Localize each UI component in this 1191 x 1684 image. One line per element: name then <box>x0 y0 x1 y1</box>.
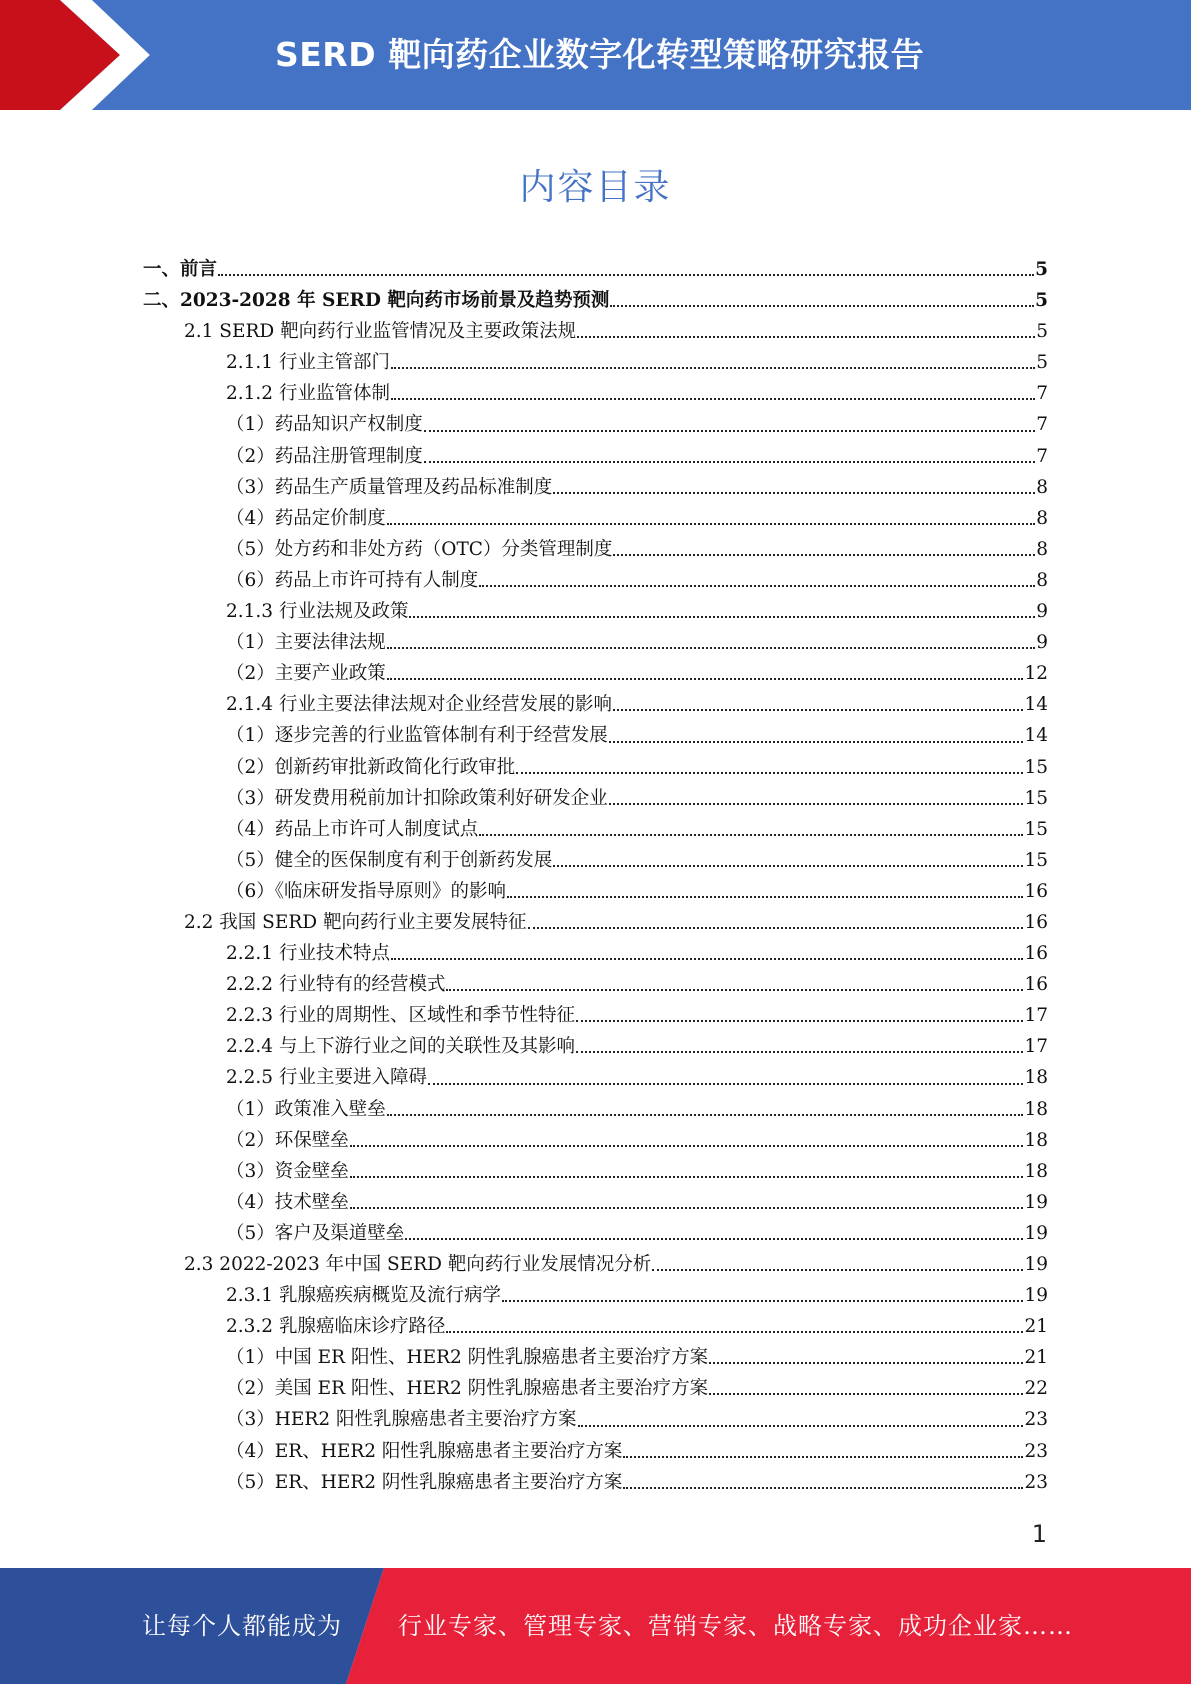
toc-entry-page: 14 <box>1024 725 1048 747</box>
toc-entry[interactable] <box>0 1467 1191 1498</box>
toc-entry-label: 2.1.1 行业主管部门 <box>226 352 390 374</box>
toc-entry-page: 9 <box>1036 601 1048 623</box>
report-title: SERD 靶向药企业数字化转型策略研究报告 <box>275 35 925 74</box>
toc-entry[interactable] <box>0 254 1191 285</box>
toc-entry-label: 二、2023-2028 年 SERD 靶向药市场前景及趋势预测 <box>143 290 610 312</box>
toc-heading: 内容目录 <box>519 167 672 208</box>
toc-entry-page: 18 <box>1024 1098 1048 1120</box>
toc-entry-label: 2.1 SERD 靶向药行业监管情况及主要政策法规 <box>184 321 577 343</box>
toc-entry-page: 5 <box>1035 259 1048 280</box>
toc-entry-page: 19 <box>1024 1254 1048 1275</box>
toc-entry[interactable] <box>0 409 1191 440</box>
page-number: 1 <box>1031 1520 1047 1548</box>
toc-entry[interactable] <box>0 1249 1191 1280</box>
toc-entry-page: 18 <box>1024 1067 1048 1089</box>
toc-entry-label: 2.2.5 行业主要进入障碍 <box>226 1067 427 1089</box>
toc-entry[interactable] <box>0 1404 1191 1435</box>
toc-entry-label: （4）ER、HER2 阳性乳腺癌患者主要治疗方案 <box>226 1440 623 1462</box>
toc-entry-page: 16 <box>1024 911 1048 933</box>
toc-entry[interactable] <box>0 441 1191 472</box>
toc-entry-label: 2.2.2 行业特有的经营模式 <box>226 974 446 996</box>
toc-entry[interactable] <box>0 503 1191 534</box>
toc-entry-label: （3）HER2 阳性乳腺癌患者主要治疗方案 <box>226 1409 577 1431</box>
toc-entry[interactable] <box>0 1373 1191 1404</box>
toc-dot-leader <box>218 274 1034 276</box>
toc-entry-page: 17 <box>1024 1005 1048 1027</box>
toc-entry[interactable] <box>0 1125 1191 1156</box>
toc-entry-page: 5 <box>1035 290 1048 312</box>
toc-entry-page: 8 <box>1036 569 1048 591</box>
toc-dot-leader <box>613 554 1035 556</box>
toc-dot-leader <box>709 1393 1023 1395</box>
toc-entry-page: 9 <box>1036 632 1048 654</box>
toc-entry[interactable] <box>0 1062 1191 1093</box>
toc-entry-page: 15 <box>1024 787 1048 809</box>
toc-entry-page: 5 <box>1036 352 1048 374</box>
toc-entry[interactable] <box>0 472 1191 503</box>
toc-entry-label: 一、前言 <box>143 259 218 280</box>
toc-entry-label: （1）药品知识产权制度 <box>226 414 423 436</box>
toc-entry-label: （3）研发费用税前加计扣除政策利好研发企业 <box>226 787 608 809</box>
toc-entry[interactable] <box>0 596 1191 627</box>
toc-entry[interactable] <box>0 1342 1191 1373</box>
toc-entry-label: （2）药品注册管理制度 <box>226 445 423 467</box>
table-of-contents <box>0 254 1191 1498</box>
toc-dot-leader <box>387 523 1035 525</box>
toc-entry[interactable] <box>0 1031 1191 1062</box>
toc-entry-page: 19 <box>1024 1285 1048 1307</box>
toc-entry[interactable] <box>0 285 1191 316</box>
toc-dot-leader <box>387 647 1035 649</box>
toc-entry[interactable] <box>0 783 1191 814</box>
toc-entry[interactable] <box>0 752 1191 783</box>
toc-entry-label: （6）《临床研发指导原则》的影响 <box>226 880 507 902</box>
toc-entry-page: 8 <box>1036 476 1048 498</box>
toc-entry-page: 23 <box>1024 1409 1048 1431</box>
toc-entry-page: 16 <box>1024 880 1048 902</box>
report-header-band <box>0 0 1191 110</box>
toc-entry[interactable] <box>0 378 1191 409</box>
toc-entry[interactable] <box>0 845 1191 876</box>
toc-dot-leader <box>609 803 1024 805</box>
toc-entry-page: 7 <box>1036 445 1048 467</box>
toc-entry-label: （5）ER、HER2 阴性乳腺癌患者主要治疗方案 <box>226 1471 623 1493</box>
toc-dot-leader <box>576 1020 1023 1022</box>
toc-dot-leader <box>424 461 1035 463</box>
footer-band <box>0 1568 1191 1684</box>
toc-dot-leader <box>553 492 1035 494</box>
toc-entry-label: （2）环保壁垒 <box>226 1129 349 1151</box>
toc-entry[interactable] <box>0 969 1191 1000</box>
footer-slogan-right: 行业专家、管理专家、营销专家、战略专家、成功企业家…… <box>398 1612 1073 1640</box>
toc-entry-label: （5）健全的医保制度有利于创新药发展 <box>226 849 553 871</box>
toc-dot-leader <box>409 616 1035 618</box>
toc-dot-leader <box>387 678 1024 680</box>
toc-entry[interactable] <box>0 565 1191 596</box>
toc-dot-leader <box>446 1331 1023 1333</box>
toc-dot-leader <box>623 1456 1023 1458</box>
toc-entry-label: （4）药品上市许可人制度试点 <box>226 818 479 840</box>
toc-dot-leader <box>387 1114 1024 1116</box>
toc-entry[interactable] <box>0 1187 1191 1218</box>
toc-entry-label: （2）创新药审批新政简化行政审批 <box>226 756 516 778</box>
toc-dot-leader <box>350 1176 1024 1178</box>
toc-dot-leader <box>424 430 1035 432</box>
toc-entry-page: 23 <box>1024 1440 1048 1462</box>
toc-entry-label: （6）药品上市许可持有人制度 <box>226 569 479 591</box>
toc-entry-label: 2.2.3 行业的周期性、区域性和季节性特征 <box>226 1005 575 1027</box>
toc-dot-leader <box>578 1425 1024 1427</box>
toc-entry[interactable] <box>0 627 1191 658</box>
toc-entry-page: 15 <box>1024 849 1048 871</box>
toc-dot-leader <box>391 398 1035 400</box>
toc-entry[interactable] <box>0 1311 1191 1342</box>
toc-entry[interactable] <box>0 534 1191 565</box>
toc-dot-leader <box>479 834 1023 836</box>
toc-entry[interactable] <box>0 876 1191 907</box>
toc-entry-page: 16 <box>1024 943 1048 965</box>
toc-entry-page: 15 <box>1024 756 1048 778</box>
toc-entry-page: 15 <box>1024 818 1048 840</box>
toc-entry-label: （2）主要产业政策 <box>226 663 386 685</box>
toc-dot-leader <box>652 1269 1023 1271</box>
toc-dot-leader <box>609 741 1024 743</box>
toc-dot-leader <box>405 1238 1023 1240</box>
toc-entry-page: 8 <box>1036 507 1048 529</box>
toc-entry-page: 23 <box>1024 1471 1048 1493</box>
toc-entry-page: 17 <box>1024 1036 1048 1058</box>
toc-entry-page: 21 <box>1024 1316 1048 1338</box>
toc-entry[interactable] <box>0 938 1191 969</box>
toc-dot-leader <box>610 305 1034 307</box>
toc-entry-page: 19 <box>1024 1222 1048 1244</box>
toc-entry-label: （5）处方药和非处方药（OTC）分类管理制度 <box>226 538 613 560</box>
toc-dot-leader <box>391 367 1035 369</box>
toc-dot-leader <box>613 709 1023 711</box>
toc-entry-page: 7 <box>1036 414 1048 436</box>
toc-dot-leader <box>709 1362 1023 1364</box>
toc-dot-leader <box>516 772 1023 774</box>
toc-entry-label: 2.1.4 行业主要法律法规对企业经营发展的影响 <box>226 694 612 716</box>
toc-entry[interactable] <box>0 1000 1191 1031</box>
toc-entry-page: 18 <box>1024 1160 1048 1182</box>
toc-dot-leader <box>479 585 1035 587</box>
toc-entry-page: 12 <box>1024 663 1048 685</box>
toc-entry-label: 2.1.3 行业法规及政策 <box>226 601 409 623</box>
toc-dot-leader <box>577 336 1035 338</box>
toc-entry[interactable] <box>0 316 1191 347</box>
toc-dot-leader <box>502 1300 1023 1302</box>
toc-entry[interactable] <box>0 689 1191 720</box>
toc-entry-label: 2.2.4 与上下游行业之间的关联性及其影响 <box>226 1036 575 1058</box>
toc-entry[interactable] <box>0 907 1191 938</box>
toc-entry-label: 2.3.2 乳腺癌临床诊疗路径 <box>226 1316 446 1338</box>
footer-slogan-left: 让每个人都能成为 <box>142 1612 342 1640</box>
toc-dot-leader <box>507 896 1023 898</box>
toc-dot-leader <box>428 1083 1023 1085</box>
toc-entry-label: （1）逐步完善的行业监管体制有利于经营发展 <box>226 725 608 747</box>
toc-entry-page: 14 <box>1024 694 1048 716</box>
toc-dot-leader <box>350 1207 1024 1209</box>
toc-entry[interactable] <box>0 1218 1191 1249</box>
toc-entry-page: 7 <box>1036 383 1048 405</box>
toc-entry-label: （3）药品生产质量管理及药品标准制度 <box>226 476 553 498</box>
toc-entry-label: 2.2.1 行业技术特点 <box>226 943 390 965</box>
toc-entry-page: 22 <box>1024 1378 1048 1400</box>
toc-dot-leader <box>528 927 1024 929</box>
toc-entry-label: （5）客户及渠道壁垒 <box>226 1222 405 1244</box>
toc-entry-label: （1）中国 ER 阳性、HER2 阴性乳腺癌患者主要治疗方案 <box>226 1347 709 1369</box>
toc-dot-leader <box>350 1145 1024 1147</box>
toc-entry-label: （1）主要法律法规 <box>226 632 386 654</box>
toc-entry-page: 19 <box>1024 1191 1048 1213</box>
toc-entry[interactable] <box>0 658 1191 689</box>
toc-dot-leader <box>623 1487 1023 1489</box>
toc-entry-page: 16 <box>1024 974 1048 996</box>
toc-entry-page: 5 <box>1036 321 1048 343</box>
toc-entry[interactable] <box>0 1094 1191 1125</box>
toc-entry-label: 2.3 2022-2023 年中国 SERD 靶向药行业发展情况分析 <box>184 1254 652 1275</box>
toc-entry-label: （1）政策准入壁垒 <box>226 1098 386 1120</box>
toc-dot-leader <box>553 865 1023 867</box>
toc-entry-page: 21 <box>1024 1347 1048 1369</box>
toc-entry[interactable] <box>0 720 1191 751</box>
toc-entry[interactable] <box>0 814 1191 845</box>
toc-dot-leader <box>446 989 1023 991</box>
toc-entry-label: 2.1.2 行业监管体制 <box>226 383 390 405</box>
toc-entry-label: （3）资金壁垒 <box>226 1160 349 1182</box>
toc-entry[interactable] <box>0 1436 1191 1467</box>
toc-entry-label: 2.2 我国 SERD 靶向药行业主要发展特征 <box>184 911 527 933</box>
toc-entry[interactable] <box>0 1280 1191 1311</box>
toc-entry-page: 18 <box>1024 1129 1048 1151</box>
toc-entry-label: （4）技术壁垒 <box>226 1191 349 1213</box>
toc-entry[interactable] <box>0 1156 1191 1187</box>
toc-entry-label: （4）药品定价制度 <box>226 507 386 529</box>
toc-entry-label: （2）美国 ER 阳性、HER2 阴性乳腺癌患者主要治疗方案 <box>226 1378 709 1400</box>
toc-entry[interactable] <box>0 347 1191 378</box>
toc-entry-page: 8 <box>1036 538 1048 560</box>
toc-dot-leader <box>391 958 1023 960</box>
toc-dot-leader <box>576 1051 1023 1053</box>
toc-entry-label: 2.3.1 乳腺癌疾病概览及流行病学 <box>226 1285 501 1307</box>
